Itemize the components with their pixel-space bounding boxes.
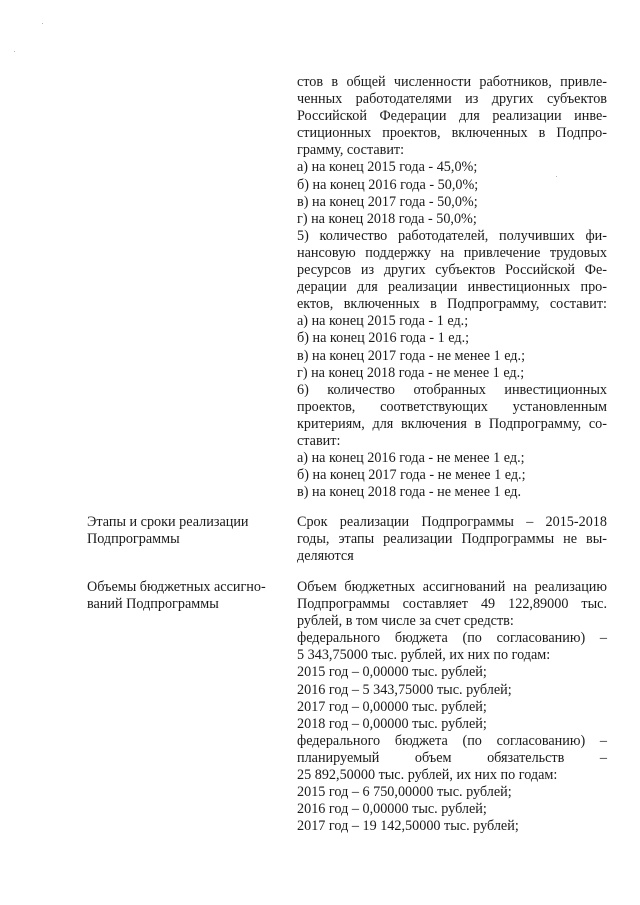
- text-line: в) на конец 2017 года - не менее 1 ед.;: [297, 347, 526, 364]
- budget-label: [87, 579, 287, 613]
- text-line: стиционных проектов, включенных в Подпро-: [297, 125, 607, 142]
- text-line: 2016 год – 0,00000 тыс. рублей;: [297, 801, 487, 818]
- text-line: дерации для реализации инвестиционных про-: [297, 279, 607, 296]
- text-line: ставит:: [297, 432, 341, 449]
- budget-value: [297, 579, 607, 835]
- stages-label: [87, 514, 287, 548]
- text-line: стов в общей численности работников, привле-: [297, 74, 607, 90]
- text-line: грамму, составит:: [297, 142, 405, 159]
- text-line: а) на конец 2015 года - 45,0%;: [297, 159, 478, 176]
- text-line: 2017 год – 19 142,50000 тыс. рублей;: [297, 818, 519, 835]
- text-line: в) на конец 2018 года - не менее 1 ед.: [297, 484, 522, 501]
- indicators-text: [297, 74, 607, 501]
- label-line: Подпрограммы: [87, 531, 180, 548]
- text-line: а) на конец 2016 года - не менее 1 ед.;: [297, 450, 525, 467]
- text-line: 5 343,75000 тыс. рублей, их них по годам:: [297, 647, 551, 664]
- text-line: федерального бюджета (по согласованию) –: [297, 732, 607, 749]
- text-line: 6) количество отобранных инвестиционных: [297, 381, 607, 398]
- text-line: г) на конец 2018 года - не менее 1 ед.;: [297, 364, 525, 381]
- text-line: б) на конец 2017 года - не менее 1 ед.;: [297, 467, 526, 484]
- text-line: проектов, соответствующих установленным: [297, 398, 607, 415]
- text-line: деляются: [297, 548, 354, 565]
- text-line: планируемый объем обязательств –: [297, 749, 607, 766]
- text-line: б) на конец 2016 года - 1 ед.;: [297, 330, 470, 347]
- text-line: 25 892,50000 тыс. рублей, их них по годам:: [297, 767, 558, 784]
- text-line: в) на конец 2017 года - 50,0%;: [297, 193, 478, 210]
- stages-value: [297, 514, 607, 565]
- text-line: 2018 год – 0,00000 тыс. рублей;: [297, 715, 487, 732]
- text-line: рублей, в том числе за счет средств:: [297, 613, 514, 630]
- text-line: нансовую поддержку на привлечение трудовых: [297, 244, 607, 261]
- text-line: 2015 год – 6 750,00000 тыс. рублей;: [297, 784, 512, 801]
- text-line: 2015 год – 0,00000 тыс. рублей;: [297, 664, 487, 681]
- text-line: Срок реализации Подпрограммы – 2015-2018: [297, 514, 607, 530]
- text-line: Объем бюджетных ассигнований на реализацию: [297, 579, 607, 595]
- label-line: ваний Подпрограммы: [87, 596, 219, 613]
- text-line: критериям, для включения в Подпрограмму, со-: [297, 415, 607, 432]
- scan-speck: [42, 23, 43, 24]
- text-line: а) на конец 2015 года - 1 ед.;: [297, 313, 469, 330]
- text-line: 2016 год – 5 343,75000 тыс. рублей;: [297, 681, 512, 698]
- text-line: г) на конец 2018 года - 50,0%;: [297, 210, 477, 227]
- text-line: б) на конец 2016 года - 50,0%;: [297, 176, 479, 193]
- text-line: 2017 год – 0,00000 тыс. рублей;: [297, 698, 487, 715]
- text-line: Российской Федерации для реализации инве-: [297, 108, 607, 125]
- text-line: 5) количество работодателей, получивших фи-: [297, 227, 607, 244]
- text-line: федерального бюджета (по согласованию) –: [297, 630, 607, 647]
- text-line: годы, этапы реализации Подпрограммы не вы-: [297, 531, 607, 548]
- text-line: ектов, включенных в Подпрограмму, составит:: [297, 296, 607, 313]
- text-line: ресурсов из других субъектов Российской Фе-: [297, 262, 607, 279]
- label-line: Объемы бюджетных ассигно-: [87, 579, 266, 595]
- text-line: ченных работодателями из других субъектов: [297, 91, 607, 108]
- scan-speck: [14, 51, 15, 52]
- label-line: Этапы и сроки реализации: [87, 514, 249, 530]
- text-line: Подпрограммы составляет 49 122,89000 тыс.: [297, 596, 607, 613]
